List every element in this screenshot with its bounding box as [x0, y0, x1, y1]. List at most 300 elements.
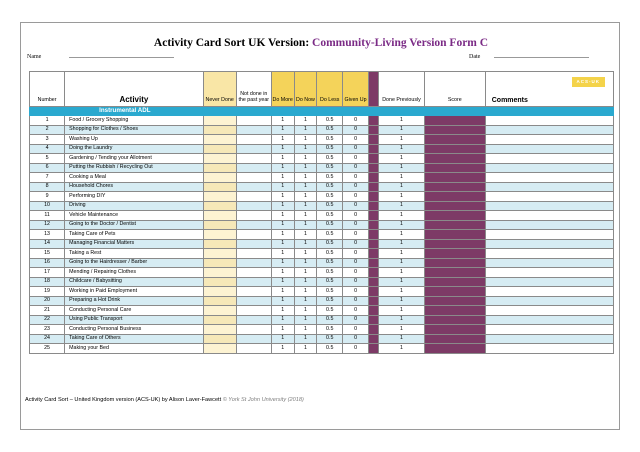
- score-cell[interactable]: [424, 230, 485, 240]
- done-previously-cell[interactable]: 1: [379, 258, 424, 268]
- do-less-cell[interactable]: 0.5: [317, 325, 343, 335]
- not-done-past-year-cell[interactable]: [236, 201, 271, 211]
- footer-text: Activity Card Sort – United Kingdom version (ACS-UK) by Alison Laver-Fawcett: [25, 397, 223, 403]
- score-cell[interactable]: [424, 287, 485, 297]
- done-previously-cell[interactable]: 1: [379, 125, 424, 135]
- not-done-past-year-cell[interactable]: [236, 163, 271, 173]
- comments-cell[interactable]: [485, 135, 613, 145]
- date-field[interactable]: [469, 53, 589, 60]
- comments-cell[interactable]: [485, 334, 613, 344]
- row-activity: Using Public Transport: [65, 315, 204, 325]
- comments-cell[interactable]: [485, 144, 613, 154]
- not-done-past-year-cell[interactable]: [236, 306, 271, 316]
- comments-cell[interactable]: [485, 258, 613, 268]
- not-done-past-year-cell[interactable]: [236, 334, 271, 344]
- done-previously-cell[interactable]: 1: [379, 334, 424, 344]
- given-up-cell[interactable]: 0: [343, 135, 369, 145]
- comments-cell[interactable]: [485, 230, 613, 240]
- do-more-cell[interactable]: 1: [271, 277, 294, 287]
- acs-uk-badge: ACS-UK: [572, 77, 606, 87]
- do-now-cell[interactable]: 1: [294, 230, 317, 240]
- do-less-cell[interactable]: 0.5: [317, 315, 343, 325]
- do-now-cell[interactable]: 1: [294, 192, 317, 202]
- given-up-cell[interactable]: 0: [343, 306, 369, 316]
- done-previously-cell[interactable]: 1: [379, 192, 424, 202]
- score-cell[interactable]: [424, 154, 485, 164]
- spacer-cell: [368, 201, 378, 211]
- do-now-cell[interactable]: 1: [294, 154, 317, 164]
- spacer-cell: [368, 230, 378, 240]
- do-more-cell[interactable]: 1: [271, 325, 294, 335]
- do-less-cell[interactable]: 0.5: [317, 277, 343, 287]
- spacer-cell: [368, 239, 378, 249]
- form-page: [20, 22, 620, 430]
- done-previously-cell[interactable]: 1: [379, 201, 424, 211]
- never-done-cell[interactable]: [203, 344, 236, 354]
- do-now-cell[interactable]: 1: [294, 173, 317, 183]
- header-activity: Activity: [65, 72, 204, 107]
- do-more-cell[interactable]: 1: [271, 268, 294, 278]
- table-row: [30, 334, 614, 344]
- do-more-cell[interactable]: 1: [271, 220, 294, 230]
- comments-cell[interactable]: [485, 287, 613, 297]
- row-number: 14: [30, 239, 65, 249]
- table-row: [30, 306, 614, 316]
- row-activity: Cooking a Meal: [65, 173, 204, 183]
- do-now-cell[interactable]: 1: [294, 344, 317, 354]
- row-activity: Working in Paid Employment: [65, 287, 204, 297]
- never-done-cell[interactable]: [203, 201, 236, 211]
- not-done-past-year-cell[interactable]: [236, 325, 271, 335]
- comments-cell[interactable]: [485, 344, 613, 354]
- not-done-past-year-cell[interactable]: [236, 211, 271, 221]
- done-previously-cell[interactable]: 1: [379, 344, 424, 354]
- do-less-cell[interactable]: 0.5: [317, 135, 343, 145]
- do-now-cell[interactable]: 1: [294, 287, 317, 297]
- done-previously-cell[interactable]: 1: [379, 239, 424, 249]
- do-less-cell[interactable]: 0.5: [317, 163, 343, 173]
- done-previously-cell[interactable]: 1: [379, 268, 424, 278]
- never-done-cell[interactable]: [203, 192, 236, 202]
- do-less-cell[interactable]: 0.5: [317, 230, 343, 240]
- comments-cell[interactable]: [485, 201, 613, 211]
- score-cell[interactable]: [424, 249, 485, 259]
- row-activity: Driving: [65, 201, 204, 211]
- do-now-cell[interactable]: 1: [294, 325, 317, 335]
- comments-cell[interactable]: [485, 277, 613, 287]
- not-done-past-year-cell[interactable]: [236, 249, 271, 259]
- comments-cell[interactable]: [485, 211, 613, 221]
- comments-cell[interactable]: [485, 182, 613, 192]
- do-more-cell[interactable]: 1: [271, 192, 294, 202]
- spacer-cell: [368, 182, 378, 192]
- score-cell[interactable]: [424, 135, 485, 145]
- do-more-cell[interactable]: 1: [271, 334, 294, 344]
- never-done-cell[interactable]: [203, 173, 236, 183]
- do-less-cell[interactable]: 0.5: [317, 144, 343, 154]
- comments-cell[interactable]: [485, 116, 613, 126]
- row-activity: Doing the Laundry: [65, 144, 204, 154]
- spacer-cell: [368, 315, 378, 325]
- header-number: Number: [30, 72, 65, 107]
- row-number: 9: [30, 192, 65, 202]
- never-done-cell[interactable]: [203, 296, 236, 306]
- do-less-cell[interactable]: 0.5: [317, 116, 343, 126]
- header-comments: [485, 72, 613, 107]
- done-previously-cell[interactable]: 1: [379, 163, 424, 173]
- do-now-cell[interactable]: 1: [294, 182, 317, 192]
- do-more-cell[interactable]: 1: [271, 296, 294, 306]
- not-done-past-year-cell[interactable]: [236, 116, 271, 126]
- section-label: Instrumental ADL: [65, 107, 614, 116]
- given-up-cell[interactable]: 0: [343, 116, 369, 126]
- spacer-cell: [368, 296, 378, 306]
- form-title: [21, 37, 621, 49]
- row-activity: Washing Up: [65, 135, 204, 145]
- given-up-cell[interactable]: 0: [343, 182, 369, 192]
- do-less-cell[interactable]: 0.5: [317, 258, 343, 268]
- comments-cell[interactable]: [485, 325, 613, 335]
- table-row: [30, 325, 614, 335]
- row-number: 11: [30, 211, 65, 221]
- never-done-cell[interactable]: [203, 144, 236, 154]
- done-previously-cell[interactable]: 1: [379, 211, 424, 221]
- do-less-cell[interactable]: 0.5: [317, 173, 343, 183]
- given-up-cell[interactable]: 0: [343, 163, 369, 173]
- never-done-cell[interactable]: [203, 116, 236, 126]
- row-activity: Mending / Repairing Clothes: [65, 268, 204, 278]
- score-cell[interactable]: [424, 125, 485, 135]
- not-done-past-year-cell[interactable]: [236, 296, 271, 306]
- name-line[interactable]: [69, 53, 174, 58]
- given-up-cell[interactable]: 0: [343, 296, 369, 306]
- do-less-cell[interactable]: 0.5: [317, 220, 343, 230]
- score-cell[interactable]: [424, 192, 485, 202]
- row-activity: Performing DIY: [65, 192, 204, 202]
- given-up-cell[interactable]: 0: [343, 239, 369, 249]
- spacer-cell: [368, 125, 378, 135]
- given-up-cell[interactable]: 0: [343, 220, 369, 230]
- do-more-cell[interactable]: 1: [271, 135, 294, 145]
- row-activity: Gardening / Tending your Allotment: [65, 154, 204, 164]
- do-less-cell[interactable]: 0.5: [317, 211, 343, 221]
- done-previously-cell[interactable]: 1: [379, 230, 424, 240]
- header-never-done: Never Done: [203, 72, 236, 107]
- do-less-cell[interactable]: 0.5: [317, 287, 343, 297]
- never-done-cell[interactable]: [203, 287, 236, 297]
- not-done-past-year-cell[interactable]: [236, 192, 271, 202]
- row-activity: Preparing a Hot Drink: [65, 296, 204, 306]
- do-now-cell[interactable]: 1: [294, 220, 317, 230]
- never-done-cell[interactable]: [203, 258, 236, 268]
- not-done-past-year-cell[interactable]: [236, 154, 271, 164]
- spacer-cell: [368, 154, 378, 164]
- do-less-cell[interactable]: 0.5: [317, 268, 343, 278]
- do-more-cell[interactable]: 1: [271, 173, 294, 183]
- given-up-cell[interactable]: 0: [343, 201, 369, 211]
- score-cell[interactable]: [424, 334, 485, 344]
- never-done-cell[interactable]: [203, 249, 236, 259]
- table-row: [30, 220, 614, 230]
- do-less-cell[interactable]: 0.5: [317, 182, 343, 192]
- row-activity: Putting the Rubbish / Recycling Out: [65, 163, 204, 173]
- score-cell[interactable]: [424, 315, 485, 325]
- spacer-cell: [368, 116, 378, 126]
- spacer-cell: [368, 325, 378, 335]
- done-previously-cell[interactable]: 1: [379, 325, 424, 335]
- do-more-cell[interactable]: 1: [271, 344, 294, 354]
- score-cell[interactable]: [424, 325, 485, 335]
- never-done-cell[interactable]: [203, 268, 236, 278]
- table-row: [30, 315, 614, 325]
- given-up-cell[interactable]: 0: [343, 211, 369, 221]
- date-line[interactable]: [494, 53, 589, 58]
- given-up-cell[interactable]: 0: [343, 277, 369, 287]
- never-done-cell[interactable]: [203, 154, 236, 164]
- header-do-now: Do Now: [294, 72, 317, 107]
- comments-cell[interactable]: [485, 315, 613, 325]
- done-previously-cell[interactable]: 1: [379, 135, 424, 145]
- do-now-cell[interactable]: 1: [294, 116, 317, 126]
- score-cell[interactable]: [424, 277, 485, 287]
- do-more-cell[interactable]: 1: [271, 249, 294, 259]
- comments-cell[interactable]: [485, 249, 613, 259]
- score-cell[interactable]: [424, 173, 485, 183]
- do-more-cell[interactable]: 1: [271, 258, 294, 268]
- comments-cell[interactable]: [485, 306, 613, 316]
- do-now-cell[interactable]: 1: [294, 296, 317, 306]
- done-previously-cell[interactable]: 1: [379, 296, 424, 306]
- do-less-cell[interactable]: 0.5: [317, 154, 343, 164]
- comments-cell[interactable]: [485, 154, 613, 164]
- do-now-cell[interactable]: 1: [294, 239, 317, 249]
- do-more-cell[interactable]: 1: [271, 154, 294, 164]
- spacer-cell: [368, 287, 378, 297]
- given-up-cell[interactable]: 0: [343, 249, 369, 259]
- table-row: [30, 230, 614, 240]
- never-done-cell[interactable]: [203, 325, 236, 335]
- done-previously-cell[interactable]: 1: [379, 220, 424, 230]
- do-less-cell[interactable]: 0.5: [317, 192, 343, 202]
- never-done-cell[interactable]: [203, 135, 236, 145]
- do-more-cell[interactable]: 1: [271, 287, 294, 297]
- row-number: 7: [30, 173, 65, 183]
- done-previously-cell[interactable]: 1: [379, 287, 424, 297]
- not-done-past-year-cell[interactable]: [236, 277, 271, 287]
- done-previously-cell[interactable]: 1: [379, 173, 424, 183]
- given-up-cell[interactable]: 0: [343, 344, 369, 354]
- table-header-row: [30, 72, 614, 107]
- done-previously-cell[interactable]: 1: [379, 154, 424, 164]
- done-previously-cell[interactable]: 1: [379, 315, 424, 325]
- given-up-cell[interactable]: 0: [343, 144, 369, 154]
- do-now-cell[interactable]: 1: [294, 315, 317, 325]
- header-done-previously: Done Previously: [379, 72, 424, 107]
- table-row: [30, 344, 614, 354]
- score-cell[interactable]: [424, 182, 485, 192]
- do-more-cell[interactable]: 1: [271, 182, 294, 192]
- row-activity: Taking a Rest: [65, 249, 204, 259]
- do-now-cell[interactable]: 1: [294, 334, 317, 344]
- name-field[interactable]: [27, 53, 174, 60]
- do-now-cell[interactable]: 1: [294, 306, 317, 316]
- spacer-cell: [368, 173, 378, 183]
- given-up-cell[interactable]: 0: [343, 258, 369, 268]
- do-less-cell[interactable]: 0.5: [317, 344, 343, 354]
- comments-cell[interactable]: [485, 163, 613, 173]
- never-done-cell[interactable]: [203, 182, 236, 192]
- given-up-cell[interactable]: 0: [343, 268, 369, 278]
- score-cell[interactable]: [424, 268, 485, 278]
- do-more-cell[interactable]: 1: [271, 315, 294, 325]
- do-more-cell[interactable]: 1: [271, 116, 294, 126]
- do-more-cell[interactable]: 1: [271, 306, 294, 316]
- do-more-cell[interactable]: 1: [271, 163, 294, 173]
- given-up-cell[interactable]: 0: [343, 287, 369, 297]
- score-cell[interactable]: [424, 258, 485, 268]
- spacer-cell: [368, 334, 378, 344]
- section-row: [30, 107, 614, 116]
- table-row: [30, 116, 614, 126]
- do-now-cell[interactable]: 1: [294, 258, 317, 268]
- given-up-cell[interactable]: 0: [343, 192, 369, 202]
- spacer-cell: [368, 277, 378, 287]
- never-done-cell[interactable]: [203, 163, 236, 173]
- score-cell[interactable]: [424, 296, 485, 306]
- do-now-cell[interactable]: 1: [294, 135, 317, 145]
- header-spacer: [368, 72, 378, 107]
- spacer-cell: [368, 268, 378, 278]
- not-done-past-year-cell[interactable]: [236, 268, 271, 278]
- do-now-cell[interactable]: 1: [294, 277, 317, 287]
- comments-cell[interactable]: [485, 192, 613, 202]
- do-less-cell[interactable]: 0.5: [317, 306, 343, 316]
- not-done-past-year-cell[interactable]: [236, 239, 271, 249]
- do-more-cell[interactable]: 1: [271, 211, 294, 221]
- score-cell[interactable]: [424, 163, 485, 173]
- not-done-past-year-cell[interactable]: [236, 173, 271, 183]
- row-activity: Going to the Doctor / Dentist: [65, 220, 204, 230]
- given-up-cell[interactable]: 0: [343, 334, 369, 344]
- never-done-cell[interactable]: [203, 277, 236, 287]
- row-number: 13: [30, 230, 65, 240]
- comments-cell[interactable]: [485, 220, 613, 230]
- do-more-cell[interactable]: 1: [271, 239, 294, 249]
- do-now-cell[interactable]: 1: [294, 249, 317, 259]
- comments-cell[interactable]: [485, 173, 613, 183]
- given-up-cell[interactable]: 0: [343, 173, 369, 183]
- do-now-cell[interactable]: 1: [294, 125, 317, 135]
- not-done-past-year-cell[interactable]: [236, 220, 271, 230]
- not-done-past-year-cell[interactable]: [236, 230, 271, 240]
- spacer-cell: [368, 211, 378, 221]
- not-done-past-year-cell[interactable]: [236, 315, 271, 325]
- table-row: [30, 154, 614, 164]
- not-done-past-year-cell[interactable]: [236, 182, 271, 192]
- done-previously-cell[interactable]: 1: [379, 182, 424, 192]
- row-number: 15: [30, 249, 65, 259]
- not-done-past-year-cell[interactable]: [236, 135, 271, 145]
- spacer-cell: [368, 144, 378, 154]
- do-more-cell[interactable]: 1: [271, 144, 294, 154]
- comments-cell[interactable]: [485, 125, 613, 135]
- do-more-cell[interactable]: 1: [271, 201, 294, 211]
- never-done-cell[interactable]: [203, 125, 236, 135]
- given-up-cell[interactable]: 0: [343, 325, 369, 335]
- not-done-past-year-cell[interactable]: [236, 344, 271, 354]
- do-less-cell[interactable]: 0.5: [317, 334, 343, 344]
- never-done-cell[interactable]: [203, 334, 236, 344]
- row-activity: Conducting Personal Business: [65, 325, 204, 335]
- done-previously-cell[interactable]: 1: [379, 306, 424, 316]
- score-cell[interactable]: [424, 306, 485, 316]
- row-number: 10: [30, 201, 65, 211]
- given-up-cell[interactable]: 0: [343, 125, 369, 135]
- done-previously-cell[interactable]: 1: [379, 116, 424, 126]
- score-cell[interactable]: [424, 344, 485, 354]
- spacer-cell: [368, 249, 378, 259]
- not-done-past-year-cell[interactable]: [236, 287, 271, 297]
- not-done-past-year-cell[interactable]: [236, 144, 271, 154]
- not-done-past-year-cell[interactable]: [236, 258, 271, 268]
- score-cell[interactable]: [424, 239, 485, 249]
- score-cell[interactable]: [424, 116, 485, 126]
- do-less-cell[interactable]: 0.5: [317, 125, 343, 135]
- score-cell[interactable]: [424, 201, 485, 211]
- date-label: Date: [469, 54, 481, 60]
- given-up-cell[interactable]: 0: [343, 154, 369, 164]
- do-more-cell[interactable]: 1: [271, 125, 294, 135]
- do-less-cell[interactable]: 0.5: [317, 239, 343, 249]
- name-label: Name: [27, 54, 42, 60]
- never-done-cell[interactable]: [203, 211, 236, 221]
- row-number: 17: [30, 268, 65, 278]
- do-less-cell[interactable]: 0.5: [317, 201, 343, 211]
- given-up-cell[interactable]: 0: [343, 230, 369, 240]
- never-done-cell[interactable]: [203, 239, 236, 249]
- never-done-cell[interactable]: [203, 306, 236, 316]
- do-less-cell[interactable]: 0.5: [317, 296, 343, 306]
- done-previously-cell[interactable]: 1: [379, 144, 424, 154]
- comments-cell[interactable]: [485, 268, 613, 278]
- do-now-cell[interactable]: 1: [294, 268, 317, 278]
- do-less-cell[interactable]: 0.5: [317, 249, 343, 259]
- do-now-cell[interactable]: 1: [294, 211, 317, 221]
- done-previously-cell[interactable]: 1: [379, 249, 424, 259]
- not-done-past-year-cell[interactable]: [236, 125, 271, 135]
- do-more-cell[interactable]: 1: [271, 230, 294, 240]
- footer: [25, 397, 304, 403]
- spacer-cell: [368, 258, 378, 268]
- score-cell[interactable]: [424, 211, 485, 221]
- done-previously-cell[interactable]: 1: [379, 277, 424, 287]
- do-now-cell[interactable]: 1: [294, 163, 317, 173]
- comments-cell[interactable]: [485, 239, 613, 249]
- never-done-cell[interactable]: [203, 220, 236, 230]
- given-up-cell[interactable]: 0: [343, 315, 369, 325]
- do-now-cell[interactable]: 1: [294, 144, 317, 154]
- do-now-cell[interactable]: 1: [294, 201, 317, 211]
- table-row: [30, 211, 614, 221]
- score-cell[interactable]: [424, 220, 485, 230]
- comments-cell[interactable]: [485, 296, 613, 306]
- score-cell[interactable]: [424, 144, 485, 154]
- never-done-cell[interactable]: [203, 315, 236, 325]
- table-row: [30, 125, 614, 135]
- row-number: 21: [30, 306, 65, 316]
- table-row: [30, 239, 614, 249]
- never-done-cell[interactable]: [203, 230, 236, 240]
